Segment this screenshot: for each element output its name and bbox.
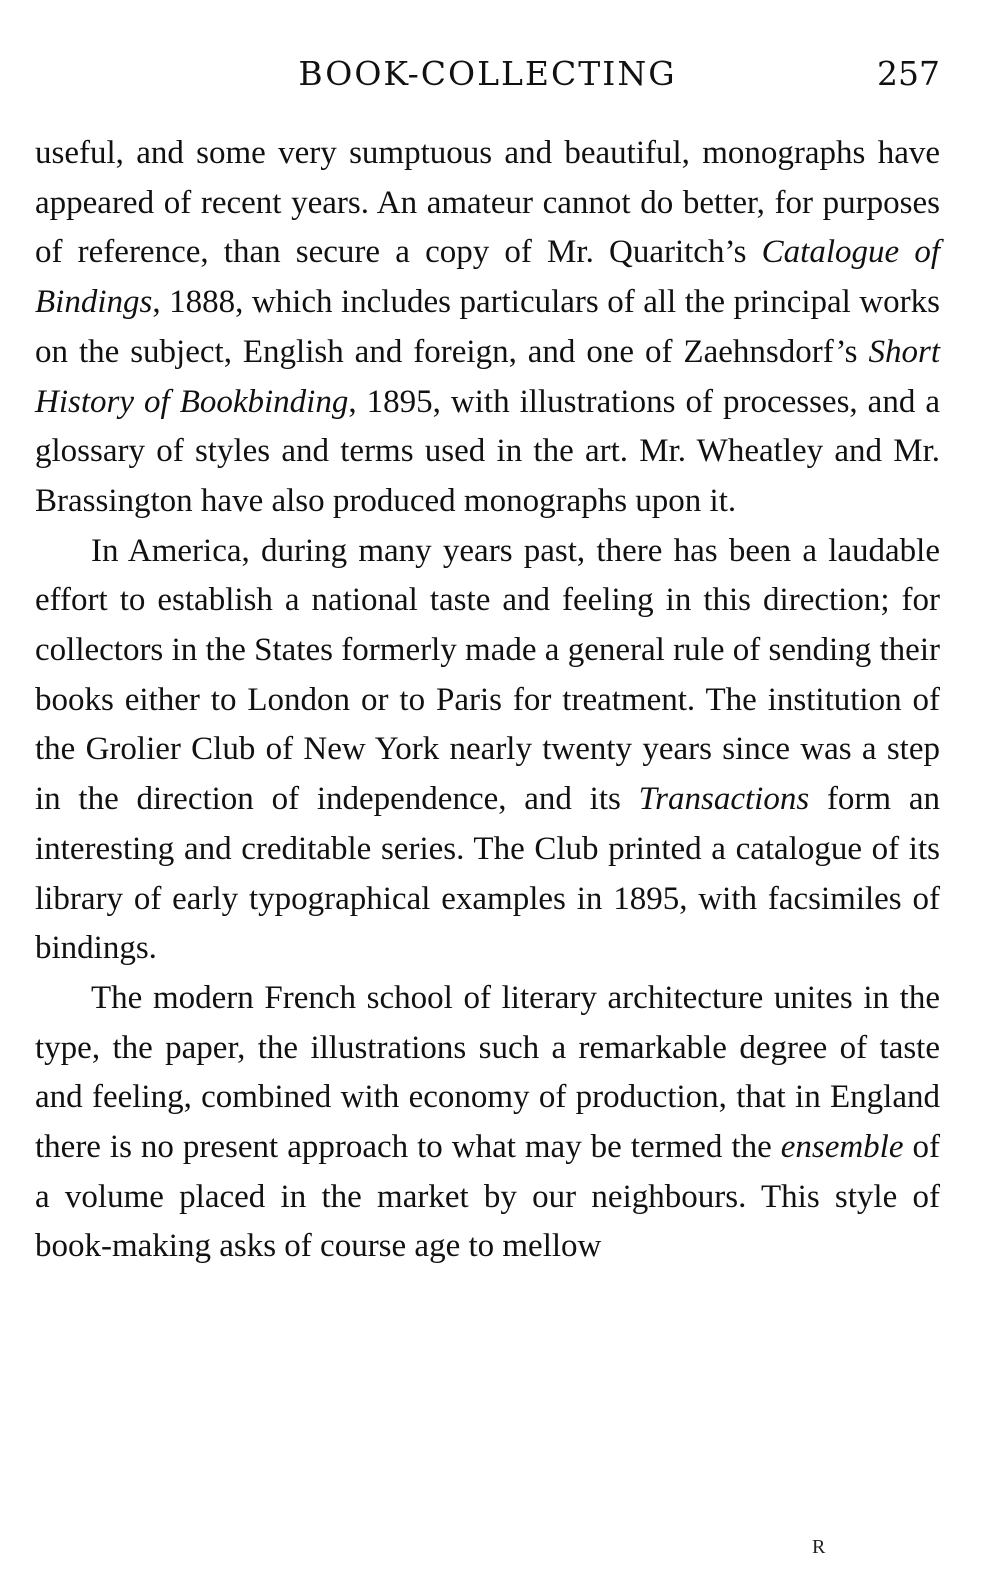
p3-seg-0: The modern French school of literary architecture unites in the type, the paper, the illustrations such a remarkable degree of taste and feeling, combined with economy of production, that in England there is no present approach to what may be termed the <box>35 979 940 1166</box>
p2-seg-0: In America, during many years past, there has been a laudable effort to establish a national taste and feeling in this direction; for collectors in the States formerly made a general rule of sending their books either to London or to Paris for treatment. The institution of the Grolier Club of New York nearly twenty years since was a step in the direction of independence, and its <box>35 532 940 818</box>
signature-mark: R <box>812 1536 826 1558</box>
p3-seg-1-italic-word: ensemble <box>780 1129 904 1166</box>
page-number: 257 <box>877 54 940 93</box>
running-head <box>35 52 940 102</box>
paragraph-2 <box>35 527 940 974</box>
p1-seg-3-italic-title: Short History of Bookbinding <box>35 333 940 420</box>
book-page <box>35 52 940 1272</box>
p1-seg-1-italic-title: Catalogue of Bindings <box>35 234 940 321</box>
p2-seg-1-italic-title: Transactions <box>638 781 810 818</box>
body-text <box>35 129 940 1272</box>
p2-seg-2: form an interesting and creditable series. The Club printed a catalogue of its library of early typographical examples in 1895, with facsimiles of bindings. <box>35 781 941 967</box>
running-title: BOOK-COLLECTING <box>298 54 677 93</box>
p1-seg-2: , 1888, which includes particulars of all the principal works on the subject, English and foreign, and one of Zaehnsdorf’s <box>35 284 940 370</box>
paragraph-3 <box>35 974 940 1272</box>
p3-seg-2: of a volume placed in the market by our neighbours. This style of book-making asks of course age to mellow <box>35 1129 940 1265</box>
p1-seg-0: useful, and some very sumptuous and beautiful, monographs have appeared of recent years. An amateur cannot do better, for purposes of reference, than secure a copy of Mr. Quaritch’s <box>35 135 940 271</box>
p1-seg-4: , 1895, with illustrations of processes, and a glossary of styles and terms used in the art. Mr. Wheatley and Mr. Brassington have also produced monographs upon it. <box>35 383 940 519</box>
paragraph-1 <box>35 129 940 527</box>
